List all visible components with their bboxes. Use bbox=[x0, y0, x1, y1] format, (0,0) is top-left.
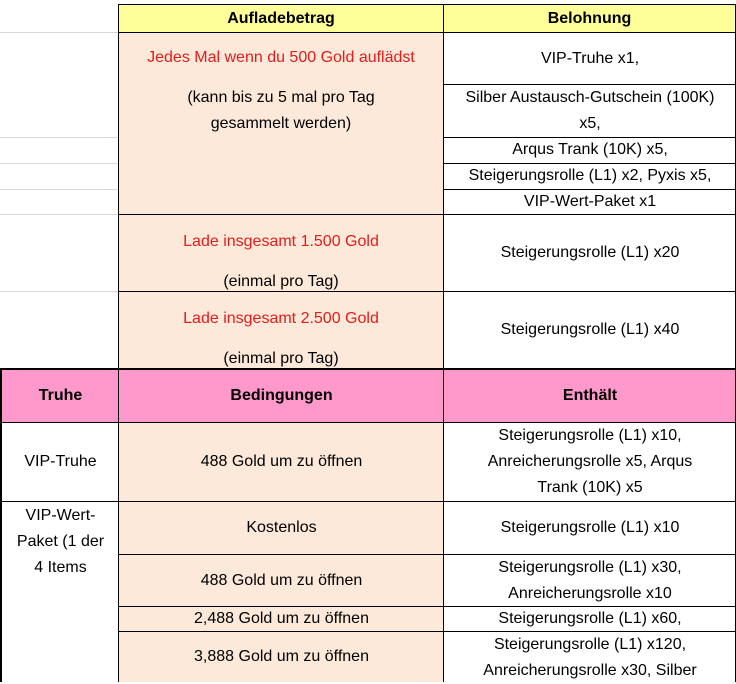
header-enthaelt-label: Enthält bbox=[562, 387, 618, 404]
reward-text: Steigerungsrolle (L1) x20 bbox=[500, 243, 680, 261]
reward-cell-1b bbox=[444, 84, 736, 137]
header-bedingungen-label: Bedingungen bbox=[230, 387, 333, 404]
condition-note-3: (einmal pro Tag) bbox=[223, 350, 339, 367]
border-line bbox=[443, 84, 736, 85]
vip-chest-name: VIP-Truhe bbox=[24, 453, 97, 470]
border-line bbox=[0, 368, 2, 682]
reward-text: VIP-Wert-Paket x1 bbox=[523, 192, 657, 210]
condition-text-1: Jedes Mal wenn du 500 Gold auflädst bbox=[147, 49, 415, 66]
border-line bbox=[0, 501, 736, 502]
border-line bbox=[118, 368, 119, 682]
gridline bbox=[0, 291, 119, 292]
vip-pack-name: VIP-Wert-Paket (1 der 4 Items bbox=[16, 507, 105, 576]
condition-text: 3,888 Gold um zu öffnen bbox=[194, 648, 369, 665]
vip-pack-contents-2 bbox=[444, 555, 736, 607]
border-line bbox=[118, 291, 736, 292]
gridline bbox=[0, 163, 119, 164]
contents-text: Steigerungsrolle (L1) x30, Anreicherungsrolle x10 bbox=[498, 559, 682, 602]
reward-cell-3 bbox=[444, 291, 736, 368]
reward-text: Steigerungsrolle (L1) x2, Pyxis x5, bbox=[468, 167, 712, 184]
vip-pack-condition-1 bbox=[119, 502, 444, 554]
vip-chest-condition-cell bbox=[119, 423, 444, 501]
border-line bbox=[0, 368, 736, 370]
reward-cell-2 bbox=[444, 214, 736, 291]
reward-text: Arqus Trank (10K) x5, bbox=[512, 141, 668, 158]
condition-note-1: (kann bis zu 5 mal pro Tag gesammelt werden) bbox=[187, 89, 375, 132]
reward-text: Silber Austausch-Gutschein (100K) x5, bbox=[465, 88, 715, 132]
border-line bbox=[0, 422, 736, 423]
condition-text-2: Lade insgesamt 1.500 Gold bbox=[183, 233, 379, 250]
header-aufladebetrag-label: Aufladebetrag bbox=[227, 9, 335, 27]
vip-pack-name-cell bbox=[2, 502, 119, 682]
condition-text: 488 Gold um zu öffnen bbox=[200, 572, 363, 589]
reward-cell-1a bbox=[444, 33, 736, 84]
contents-text: Steigerungsrolle (L1) x120, Anreicherungsrolle x30, Silber bbox=[483, 636, 697, 679]
reward-text: VIP-Truhe x1, bbox=[540, 49, 640, 67]
border-line bbox=[118, 4, 119, 370]
condition-text-3: Lade insgesamt 2.500 Gold bbox=[183, 310, 379, 327]
condition-text: Kostenlos bbox=[246, 519, 317, 536]
condition-text: 2,488 Gold um zu öffnen bbox=[194, 610, 369, 627]
gridline bbox=[0, 32, 119, 33]
border-line bbox=[118, 631, 736, 632]
border-line bbox=[118, 606, 736, 607]
vip-chest-contents: Steigerungsrolle (L1) x10, Anreicherungsrolle x5, Arqus Trank (10K) x5 bbox=[487, 427, 693, 496]
condition-cell-1 bbox=[119, 33, 443, 214]
contents-text: Steigerungsrolle (L1) x10 bbox=[500, 519, 680, 536]
vip-pack-condition-3 bbox=[119, 607, 444, 631]
vip-chest-contents-cell bbox=[444, 423, 736, 501]
contents-text: Steigerungsrolle (L1) x60, bbox=[498, 610, 682, 627]
condition-cell-2 bbox=[119, 214, 443, 291]
gridline bbox=[0, 137, 119, 138]
vip-pack-condition-4 bbox=[119, 632, 444, 682]
header-truhe bbox=[2, 370, 119, 422]
border-line bbox=[443, 4, 444, 370]
header-enthaelt bbox=[444, 370, 736, 422]
reward-cell-1c bbox=[444, 137, 736, 163]
border-line bbox=[118, 4, 736, 5]
condition-note-2: (einmal pro Tag) bbox=[223, 273, 339, 290]
border-line bbox=[118, 554, 736, 555]
gridline bbox=[0, 214, 119, 215]
vip-chest-name-cell bbox=[2, 423, 119, 501]
reward-text: Steigerungsrolle (L1) x40 bbox=[500, 320, 680, 338]
vip-pack-contents-4 bbox=[444, 632, 736, 682]
border-line bbox=[443, 137, 736, 138]
header-belohnung-label: Belohnung bbox=[547, 9, 632, 27]
header-truhe-label: Truhe bbox=[38, 387, 83, 404]
reward-cell-1d bbox=[444, 163, 736, 189]
condition-cell-3 bbox=[119, 291, 443, 368]
vip-pack-contents-3 bbox=[444, 607, 736, 631]
header-aufladebetrag bbox=[119, 5, 443, 32]
vip-pack-condition-2 bbox=[119, 555, 444, 607]
vip-pack-contents-1 bbox=[444, 502, 736, 554]
header-belohnung bbox=[443, 5, 736, 32]
reward-cell-1e bbox=[444, 189, 736, 214]
border-line bbox=[118, 214, 736, 215]
border-line bbox=[443, 368, 444, 682]
border-line bbox=[443, 163, 736, 164]
vip-chest-condition: 488 Gold um zu öffnen bbox=[200, 453, 363, 470]
header-bedingungen bbox=[119, 370, 444, 422]
border-line bbox=[443, 189, 736, 190]
gridline bbox=[0, 189, 119, 190]
border-line bbox=[118, 32, 736, 33]
